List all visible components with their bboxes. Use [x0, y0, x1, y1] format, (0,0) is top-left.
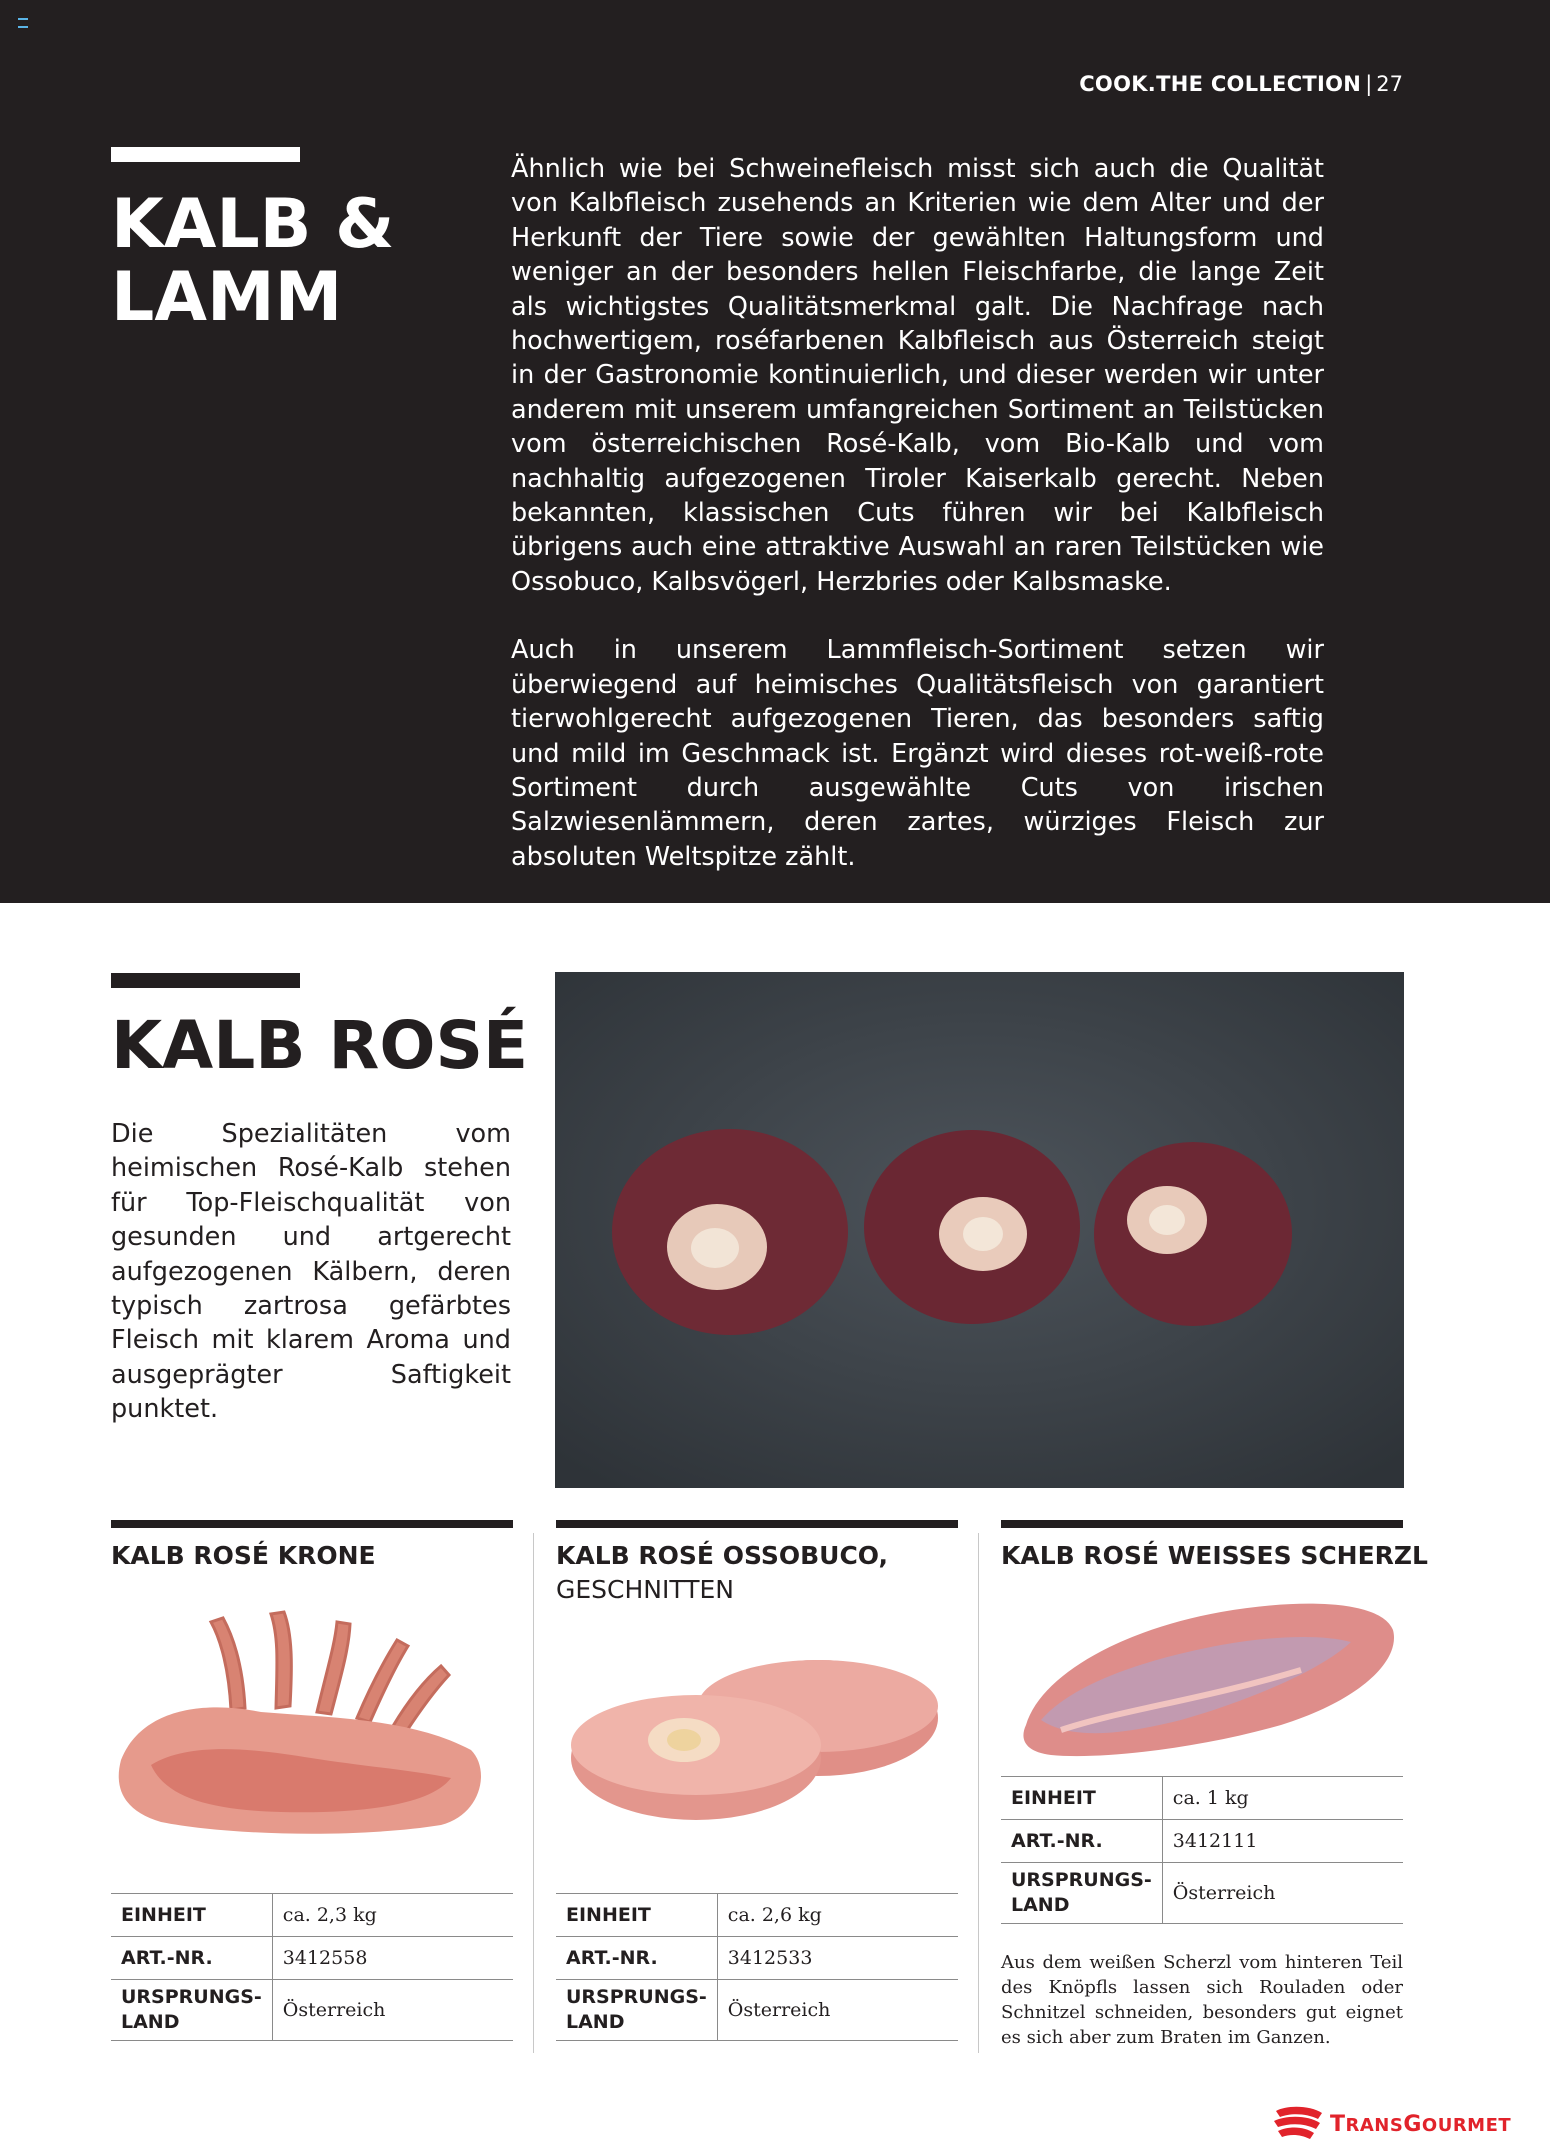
intro-paragraph-2: Auch in unserem Lammfleisch-Sortiment setzen wir überwiegend auf heimisches Qualitätsfleisch von garantiert tierwohlgerecht aufgezogenen Tieren, das besonders saftig und mild im Geschmack ist. Ergänzt wird dieses rot-weiß-rote Sortiment durch ausgewählte Cuts von irischen Salzwiesenlämmern, deren zartes, würziges Fleisch zur absoluten Weltspitze zählt.	[511, 635, 1324, 872]
veal-crown-photo	[111, 1600, 513, 1840]
spec-row-art	[111, 1937, 513, 1980]
product-3-note: Aus dem weißen Scherzl vom hinteren Teil des Knöpfls lassen sich Rouladen oder Schnitzel schneiden, besonders gut eignet es sich aber zum Braten im Ganzen.	[1001, 1952, 1403, 2048]
page-header	[1079, 72, 1403, 96]
product-1-name: KALB ROSÉ KRONE	[111, 1541, 376, 1570]
spec-label: EINHEIT	[1001, 1777, 1162, 1820]
publication-title: COOK.THE COLLECTION	[1079, 72, 1362, 96]
spec-label: ART.-NR.	[111, 1937, 272, 1980]
meat-slice-middle	[864, 1130, 1080, 1324]
spec-value-unit: ca. 2,6 kg	[717, 1894, 958, 1937]
product-3-spec-table	[1001, 1776, 1403, 1924]
header-separator: |	[1365, 72, 1373, 96]
page-title-line1: KALB &	[111, 185, 395, 264]
spec-row-unit	[556, 1894, 958, 1937]
spec-label: URSPRUNGS- LAND	[1001, 1863, 1162, 1924]
section-accent-bar	[111, 973, 300, 988]
product-1-title	[111, 1539, 376, 1573]
product-2-title	[556, 1539, 888, 1607]
ossobuco-product-photo	[556, 1640, 958, 1840]
column-divider-2	[978, 1533, 979, 2053]
transgourmet-logo-icon	[1272, 2103, 1324, 2143]
intro-paragraph-1: Ähnlich wie bei Schweinefleisch misst sich auch die Qualität von Kalbfleisch zusehends an Kriterien wie dem Alter und der Herkunft der Tiere sowie der gewählten Haltungsform und weniger an der besonders hellen Fleischfarbe, die lange Zeit als wichtigstes Qualitätsmerkmal galt. Die Nachfrage nach hochwertigem, roséfarbenen Kalbfleisch aus Österreich steigt in der Gastronomie kontinuierlich, und dieser werden wir unter anderem mit unserem umfangreichen Sortiment an Teilstücken vom österreichischen Rosé-Kalb, vom Bio-Kalb und vom nachhaltig aufgezogenen Tiroler Kaiserkalb gerecht. Neben bekannten, klassischen Cuts führen wir bei Kalbfleisch übrigens auch eine attraktive Auswahl an raren Teilstücken wie Ossobuco, Kalbsvögerl, Herzbries oder Kalbsmaske.	[511, 154, 1324, 597]
product-2-spec-table	[556, 1893, 958, 2041]
section-description: Die Spezialitäten vom heimischen Rosé-Kalb stehen für Top-Fleischqualität von gesunden und artgerecht aufgezogenen Kälbern, deren typisch zartrosa gefärbtes Fleisch mit klarem Aroma und ausgeprägter Saftigkeit punktet.	[111, 1119, 511, 1425]
spec-value-art: 3412533	[717, 1937, 958, 1980]
spec-value-art: 3412111	[1162, 1820, 1403, 1863]
product-2-subtitle: GESCHNITTEN	[556, 1575, 734, 1604]
white-scherzl-photo	[1001, 1590, 1403, 1765]
spec-row-origin	[111, 1980, 513, 2041]
product-3-name: KALB ROSÉ WEISSES SCHERZL	[1001, 1541, 1428, 1570]
spec-label: EINHEIT	[556, 1894, 717, 1937]
transgourmet-logo[interactable]	[1272, 2103, 1515, 2143]
spec-value-art: 3412558	[272, 1937, 513, 1980]
spec-label: URSPRUNGS- LAND	[111, 1980, 272, 2041]
intro-text	[511, 152, 1324, 908]
spec-value-unit: ca. 1 kg	[1162, 1777, 1403, 1820]
product-1-spec-table	[111, 1893, 513, 2041]
product-2-name: KALB ROSÉ OSSOBUCO,	[556, 1541, 888, 1570]
spec-row-origin	[556, 1980, 958, 2041]
section-title: KALB ROSÉ	[111, 1007, 529, 1084]
spec-row-origin	[1001, 1863, 1403, 1924]
page-number: 27	[1376, 72, 1403, 96]
product-3-title	[1001, 1539, 1428, 1573]
spec-value-origin: Österreich	[717, 1980, 958, 2041]
spec-row-art	[556, 1937, 958, 1980]
column-divider-1	[533, 1533, 534, 2053]
page-title-line2: LAMM	[111, 258, 343, 338]
product-1-bar	[111, 1520, 513, 1528]
spec-label: URSPRUNGS- LAND	[556, 1980, 717, 2041]
spec-row-unit	[1001, 1777, 1403, 1820]
logo-wordmark: TRANSGOURMET	[1330, 2112, 1512, 2137]
product-2-bar	[556, 1520, 958, 1528]
spec-value-unit: ca. 2,3 kg	[272, 1894, 513, 1937]
spec-label: EINHEIT	[111, 1894, 272, 1937]
spec-value-origin: Österreich	[1162, 1863, 1403, 1924]
page-title	[111, 185, 395, 338]
ossobuco-hero-photo	[555, 972, 1404, 1488]
spec-row-art	[1001, 1820, 1403, 1863]
title-accent-bar	[111, 147, 300, 162]
meat-slice-right	[1094, 1142, 1292, 1326]
spec-value-origin: Österreich	[272, 1980, 513, 2041]
menu-icon[interactable]	[18, 18, 28, 28]
spec-label: ART.-NR.	[1001, 1820, 1162, 1863]
product-3-bar	[1001, 1520, 1403, 1528]
spec-row-unit	[111, 1894, 513, 1937]
meat-slice-left	[612, 1129, 848, 1335]
spec-label: ART.-NR.	[556, 1937, 717, 1980]
